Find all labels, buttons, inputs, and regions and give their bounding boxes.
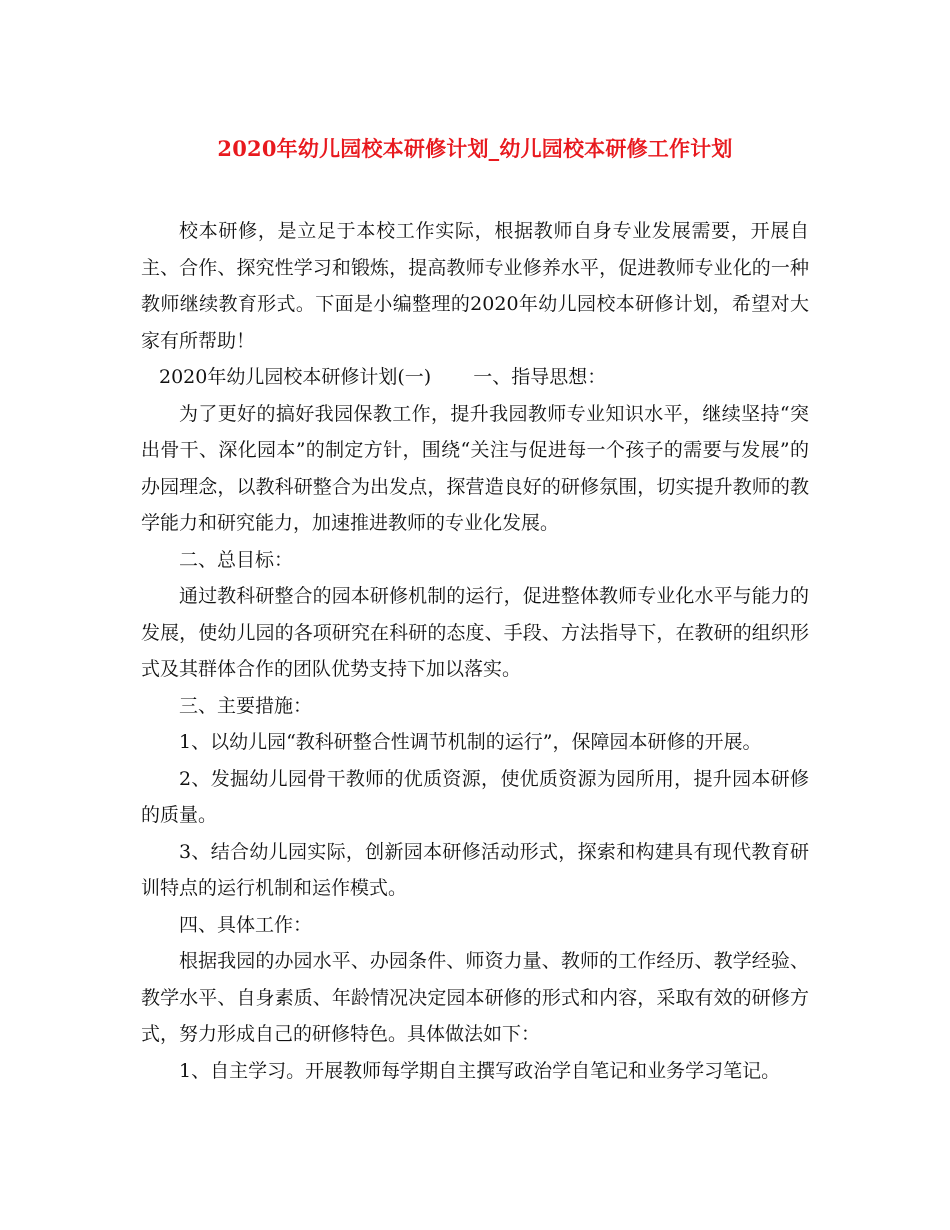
section4-paragraph: 根据我园的办园水平、办园条件、师资力量、教师的工作经历、教学经验、教学水平、自身素质、年龄情况决定园本研修的形式和内容，采取有效的研修方式，努力形成自己的研修特色。具体做法如下：: [141, 950, 809, 1045]
section4-heading: 四、具体工作：: [179, 913, 313, 936]
section2-paragraph: 通过教科研整合的园本研修机制的运行，促进整体教师专业化水平与能力的发展，使幼儿园的各项研究在科研的态度、手段、方法指导下，在教研的组织形式及其群体合作的团队优势支持下加以落实。: [141, 585, 809, 680]
measure-item: 2、发掘幼儿园骨干教师的优质资源，使优质资源为园所用，提升园本研修的质量。: [141, 767, 809, 826]
work-item: 1、自主学习。开展教师每学期自主撰写政治学自笔记和业务学习笔记。: [179, 1059, 781, 1082]
document-body: [141, 213, 809, 1089]
plan-heading-line: [141, 359, 809, 396]
section3-heading: 三、主要措施：: [179, 694, 313, 717]
document-title: 2020年幼儿园校本研修计划_幼儿园校本研修工作计划: [217, 136, 733, 161]
plan-heading: 2020年幼儿园校本研修计划(一): [159, 366, 432, 388]
section1-paragraph: 为了更好的搞好我园保教工作，提升我园教师专业知识水平，继续坚持“突出骨干、深化园本”的制定方针，围绕“关注与促进每一个孩子的需要与发展”的办园理念，以教科研整合为出发点，探营造良好的研修氛围，切实提升教师的教学能力和研究能力，加速推进教师的专业化发展。: [141, 402, 809, 534]
measure-item: 1、以幼儿园“教科研整合性调节机制的运行”，保障园本研修的开展。: [179, 731, 762, 753]
section1-heading: 一、指导思想：: [473, 366, 607, 388]
section2-heading: 二、总目标：: [179, 548, 294, 571]
intro-paragraph: 校本研修，是立足于本校工作实际，根据教师自身专业发展需要，开展自主、合作、探究性学习和锻炼，提高教师专业修养水平，促进教师专业化的一种教师继续教育形式。下面是小编整理的2020年幼儿园校本研修计划，希望对大家有所帮助！: [141, 220, 809, 352]
measure-item: 3、结合幼儿园实际，创新园本研修活动形式，探索和构建具有现代教育研训特点的运行机制和运作模式。: [141, 840, 809, 899]
